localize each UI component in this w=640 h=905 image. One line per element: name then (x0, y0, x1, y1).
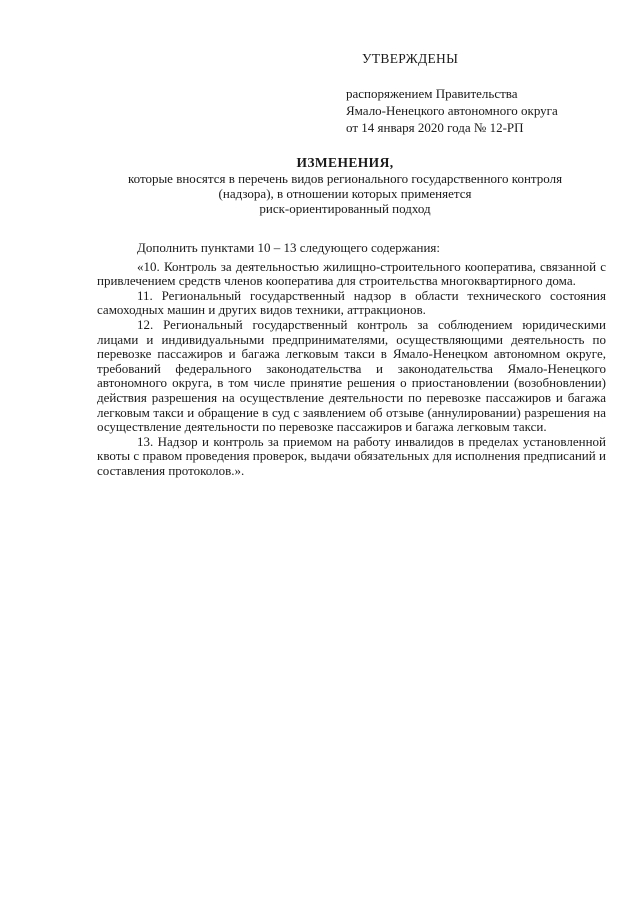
document-body (97, 241, 606, 479)
approved-label: УТВЕРЖДЕНЫ (362, 51, 459, 66)
title-line-2: (надзора), в отношении которых применяется (218, 186, 472, 201)
item-12-paragraph: 12. Региональный государственный контроль за соблюдением юридическими лицами и индивидуальными предпринимателями, осуществляющими деятельность по перевозке пассажиров и багажа легковым такси в Ямало-Ненецком автономном округе, требований федерального законодательства и законодательства Ямало-Ненецкого автономного округа, в том числе принятие решения о приостановлении (возобновлении) действия разрешения на осуществление деятельности по перевозке пассажиров и багажа легковым такси и обращение в суд с заявлением об отзыве (аннулировании) разрешения на осуществление деятельности по перевозке пассажиров и багажа легковым такси. (97, 316, 606, 435)
approval-block (346, 50, 626, 136)
item-11-paragraph: 11. Региональный государственный надзор в области технического состояния самоходных машин и других видов техники, аттракционов. (97, 287, 606, 318)
item-10-paragraph: «10. Контроль за деятельностью жилищно-строительного кооператива, связанной с привлечением средств членов кооператива для строительства многоквартирного дома. (97, 258, 606, 289)
approval-line-3: от 14 января 2020 года № 12-РП (346, 120, 524, 135)
title-heading: ИЗМЕНЕНИЯ, (296, 155, 394, 170)
document-title (60, 155, 630, 216)
title-line-1: которые вносятся в перечень видов регионального государственного контроля (127, 171, 563, 186)
item-13-paragraph: 13. Надзор и контроль за приемом на работу инвалидов в пределах установленной квоты с правом проведения проверок, выдачи обязательных для исполнения предписаний и составления протоколов.». (97, 433, 606, 478)
approval-line-2: Ямало-Ненецкого автономного округа (346, 103, 558, 118)
approval-line-1: распоряжением Правительства (346, 86, 518, 101)
title-line-3: риск-ориентированный подход (259, 201, 431, 216)
intro-paragraph: Дополнить пунктами 10 – 13 следующего содержания: (137, 240, 441, 255)
